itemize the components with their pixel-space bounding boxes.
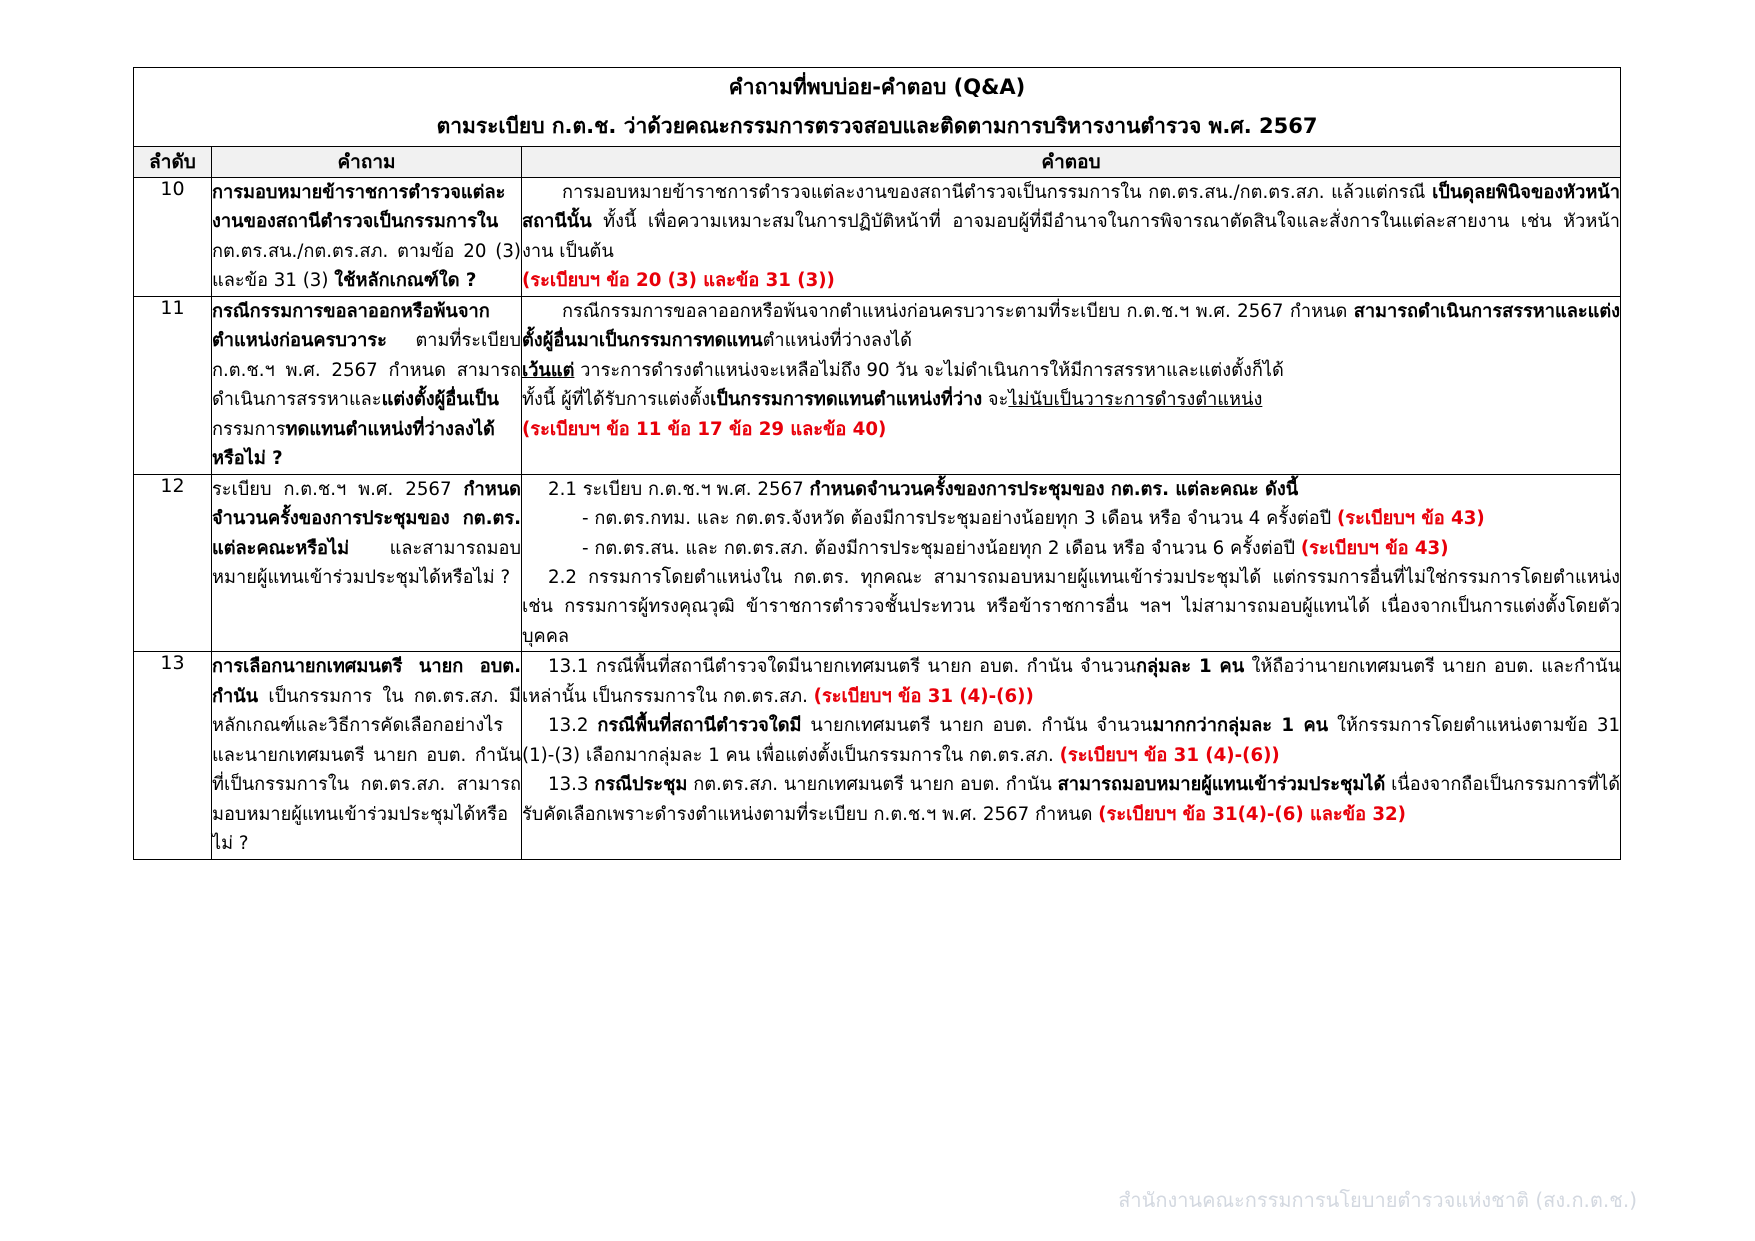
answer-plain-b: ให้ถือว่านายกเทศมนตรี นายก อบต. และกำนัน เหล่านั้น เป็นกรรมการใน กต.ตร.สภ. [522, 656, 1621, 707]
answer-item-13-1 [522, 652, 1620, 711]
answer-plain-h: เนื่องจากถือเป็นกรรมการที่ได้รับคัดเลือกเพราะดำรงตำแหน่งตามที่ระเบียบ ก.ต.ช.ฯ พ.ศ. 2567 กำหนด [522, 774, 1621, 825]
question-plain-mid: ตามที่ระเบียบ ก.ต.ช.ฯ พ.ศ. 2567 กำหนด สามารถดำเนินการสรรหาและ [212, 330, 521, 411]
column-header-no: ลำดับ [134, 146, 212, 177]
answer-paragraph [522, 178, 1620, 266]
document-title-cell [134, 68, 1621, 147]
answer-bold-a: กลุ่มละ 1 คน [1136, 656, 1245, 678]
answer-bullet-text: - กต.ตร.สน. และ กต.ตร.สภ. ต้องมีการประชุมอย่างน้อยทุก 2 เดือน หรือ จำนวน 6 ครั้งต่อปี [582, 537, 1301, 559]
row-number: 11 [134, 296, 212, 474]
answer-bold-c: มากกว่ากลุ่มละ 1 คน [1152, 715, 1329, 737]
question-text [212, 475, 521, 593]
answer-paragraph-exception [522, 356, 1620, 385]
answer-reference-inline: (ระเบียบฯ ข้อ 43) [1300, 537, 1449, 559]
answer-bold-a: สามารถดำเนินการสรรหาและแต่งตั้งผู้อื่นมาเป็นกรรมการทดแทน [522, 300, 1621, 352]
table-row [134, 177, 1621, 296]
answer-bold-d: กรณีประชุม [594, 774, 688, 796]
answer-bullet-1 [522, 504, 1620, 533]
column-header-answer: คำตอบ [522, 146, 1621, 177]
answer-plain-a: 13.1 กรณีพื้นที่สถานีตำรวจใดมีนายกเทศมนตรี นายก อบต. กำนัน จำนวน [548, 656, 1136, 678]
answer-bold-b: กรณีพื้นที่สถานีตำรวจใดมี [597, 715, 802, 737]
answer-cell [522, 177, 1621, 296]
question-bold-lead: กรณีกรรมการขอลาออกหรือพ้นจากตำแหน่งก่อนครบวาระ [212, 300, 490, 352]
answer-item-13-3 [522, 770, 1620, 829]
question-bold-tail: ใช้หลักเกณฑ์ใด ? [334, 270, 477, 292]
answer-plain-b: ตำแหน่งที่ว่างลงได้ [762, 330, 912, 352]
answer-item-13-2 [522, 711, 1620, 770]
row-number: 13 [134, 652, 212, 859]
title-line-2: ตามระเบียบ ก.ต.ช. ว่าด้วยคณะกรรมการตรวจสอบและติดตามการบริหารงานตำรวจ พ.ศ. 2567 [436, 113, 1318, 138]
answer-cell [522, 474, 1621, 652]
answer-cell [522, 652, 1621, 859]
answer-plain-a: กรณีกรรมการขอลาออกหรือพ้นจากตำแหน่งก่อนครบวาระตามที่ระเบียบ ก.ต.ช.ฯ พ.ศ. 2567 กำหนด [562, 300, 1354, 322]
answer-plain-g: กต.ตร.สภ. นายกเทศมนตรี นายก อบต. กำนัน [687, 774, 1058, 796]
answer-reference-inline: (ระเบียบฯ ข้อ 31(4)-(6) และข้อ 32) [1098, 803, 1406, 825]
table-row [134, 652, 1621, 859]
title-line-1: คำถามที่พบบ่อย-คำตอบ (Q&A) [728, 75, 1026, 99]
column-header-question: คำถาม [212, 146, 522, 177]
question-bold-mid: กำหนดจำนวนครั้งของการประชุมของ กต.ตร. แต่ละคณะ [212, 478, 521, 559]
answer-bullet-text: - กต.ตร.กทม. และ กต.ตร.จังหวัด ต้องมีการประชุมอย่างน้อยทุก 3 เดือน หรือ จำนวน 4 ครั้งต่อปี [582, 508, 1337, 530]
answer-bold-e: สามารถมอบหมายผู้แทนเข้าร่วมประชุมได้ [1057, 774, 1386, 796]
answer-bold-b: เป็นกรรมการทดแทนตำแหน่งที่ว่าง [710, 389, 983, 411]
answer-underline-lead: เว้นแต่ [522, 359, 575, 381]
question-plain-tail: และสามารถมอบหมายผู้แทนเข้าร่วมประชุมได้หรือไม่ ? [212, 537, 521, 588]
answer-paragraph-2: 2.2 กรรมการโดยตำแหน่งใน กต.ตร. ทุกคณะ สามารถมอบหมายผู้แทนเข้าร่วมประชุมได้ แต่กรรมการอื่นที่ไม่ใช่กรรมการโดยตำแหน่ง เช่น กรรมการผู้ทรงคุณวุฒิ ข้าราชการตำรวจชั้นประทวน หรือข้าราชการอื่น ฯลฯ ไม่สามารถมอบผู้แทนได้ เนื่องจากเป็นการแต่งตั้งโดยตัวบุคคล [522, 566, 1621, 647]
question-text [212, 652, 521, 858]
answer-plain-d: จะ [982, 389, 1009, 411]
footer-watermark: สำนักงานคณะกรรมการนโยบายตำรวจแห่งชาติ (สง.ก.ต.ช.) [1118, 1188, 1637, 1212]
question-plain-mid2: กรรมการ [212, 418, 286, 440]
answer-plain-c: ทั้งนี้ ผู้ที่ได้รับการแต่งตั้ง [522, 389, 711, 411]
row-number: 10 [134, 177, 212, 296]
question-bold-lead: การมอบหมายข้าราชการตำรวจแต่ละงานของสถานีตำรวจเป็นกรรมการใน [212, 181, 506, 233]
question-bold-mid: แต่งตั้งผู้อื่นเป็น [381, 389, 499, 411]
question-cell [212, 296, 522, 474]
answer-reference-inline: (ระเบียบฯ ข้อ 43) [1337, 508, 1485, 530]
answer-paragraph-note [522, 385, 1620, 414]
question-bold-tail: ทดแทนตำแหน่งที่ว่างลงได้หรือไม่ ? [212, 418, 495, 470]
table-row [134, 474, 1621, 652]
answer-plain-d: นายกเทศมนตรี นายก อบต. กำนัน จำนวน [801, 715, 1153, 737]
answer-bold: เป็นดุลยพินิจของหัวหน้าสถานีนั้น [522, 181, 1621, 233]
qa-table [133, 67, 1621, 860]
answer-bullet-2 [522, 534, 1620, 563]
answer-plain-e: ให้กรรมการโดยตำแหน่งตามข้อ 31 (1)-(3) เลือกมากลุ่มละ 1 คน เพื่อแต่งตั้งเป็นกรรมการใน กต.ตร.สภ. [522, 715, 1621, 766]
answer-reference: (ระเบียบฯ ข้อ 11 ข้อ 17 ข้อ 29 และข้อ 40) [522, 418, 887, 440]
answer-paragraph [522, 297, 1620, 356]
answer-plain-c: 13.2 [548, 715, 598, 737]
answer-reference-inline: (ระเบียบฯ ข้อ 31 (4)-(6)) [813, 685, 1034, 707]
question-cell [212, 474, 522, 652]
question-bold-emph: หรือไม่ [295, 537, 350, 559]
question-plain-lead: ระเบียบ ก.ต.ช.ฯ พ.ศ. 2567 [212, 478, 464, 500]
answer-plain-a: 2.1 ระเบียบ ก.ต.ช.ฯ พ.ศ. 2567 [548, 478, 810, 500]
answer-bold-a: กำหนดจำนวนครั้งของการประชุมของ กต.ตร. แต่ละคณะ ดังนี้ [809, 478, 1299, 500]
question-cell [212, 177, 522, 296]
answer-paragraph-1 [522, 475, 1620, 504]
answer-reference-inline: (ระเบียบฯ ข้อ 31 (4)-(6)) [1059, 744, 1280, 766]
question-text [212, 178, 521, 296]
question-cell [212, 652, 522, 859]
answer-plain-a: การมอบหมายข้าราชการตำรวจแต่ละงานของสถานีตำรวจเป็นกรรมการใน กต.ตร.สน./กต.ตร.สภ. แล้วแต่กรณี [562, 181, 1426, 203]
table-header-row [134, 146, 1621, 177]
answer-plain-exception: วาระการดำรงตำแหน่งจะเหลือไม่ถึง 90 วัน จะไม่ดำเนินการให้มีการสรรหาและแต่งตั้งก็ได้ [574, 359, 1284, 381]
question-text [212, 297, 521, 474]
table-row [134, 296, 1621, 474]
question-bold-lead: การเลือกนายกเทศมนตรี นายก อบต. กำนัน [212, 656, 521, 707]
question-plain-tail: เป็นกรรมการ ใน กต.ตร.สภ. มีหลักเกณฑ์และวิธีการคัดเลือกอย่างไร และนายกเทศมนตรี นายก อบต. กำนัน ที่เป็นกรรมการใน กต.ตร.สภ. สามารถมอบหมายผู้แทนเข้าร่วมประชุมได้หรือไม่ ? [212, 685, 521, 855]
answer-reference: (ระเบียบฯ ข้อ 20 (3) และข้อ 31 (3)) [522, 270, 835, 292]
answer-cell [522, 296, 1621, 474]
question-plain-mid: กต.ตร.สน./กต.ตร.สภ. ตามข้อ 20 (3) และข้อ 31 (3) [212, 240, 521, 292]
title-row [134, 68, 1621, 147]
answer-plain-b: ทั้งนี้ เพื่อความเหมาะสมในการปฏิบัติหน้าที่ อาจมอบผู้ที่มีอำนาจในการพิจารณาตัดสินใจและสั่งการในแต่ละสายงาน เช่น หัวหน้างาน เป็นต้น [522, 211, 1621, 262]
row-number: 12 [134, 474, 212, 652]
answer-underline-tail: ไม่นับเป็นวาระการดำรงตำแหน่ง [1008, 389, 1263, 411]
answer-plain-f: 13.3 [548, 774, 595, 796]
